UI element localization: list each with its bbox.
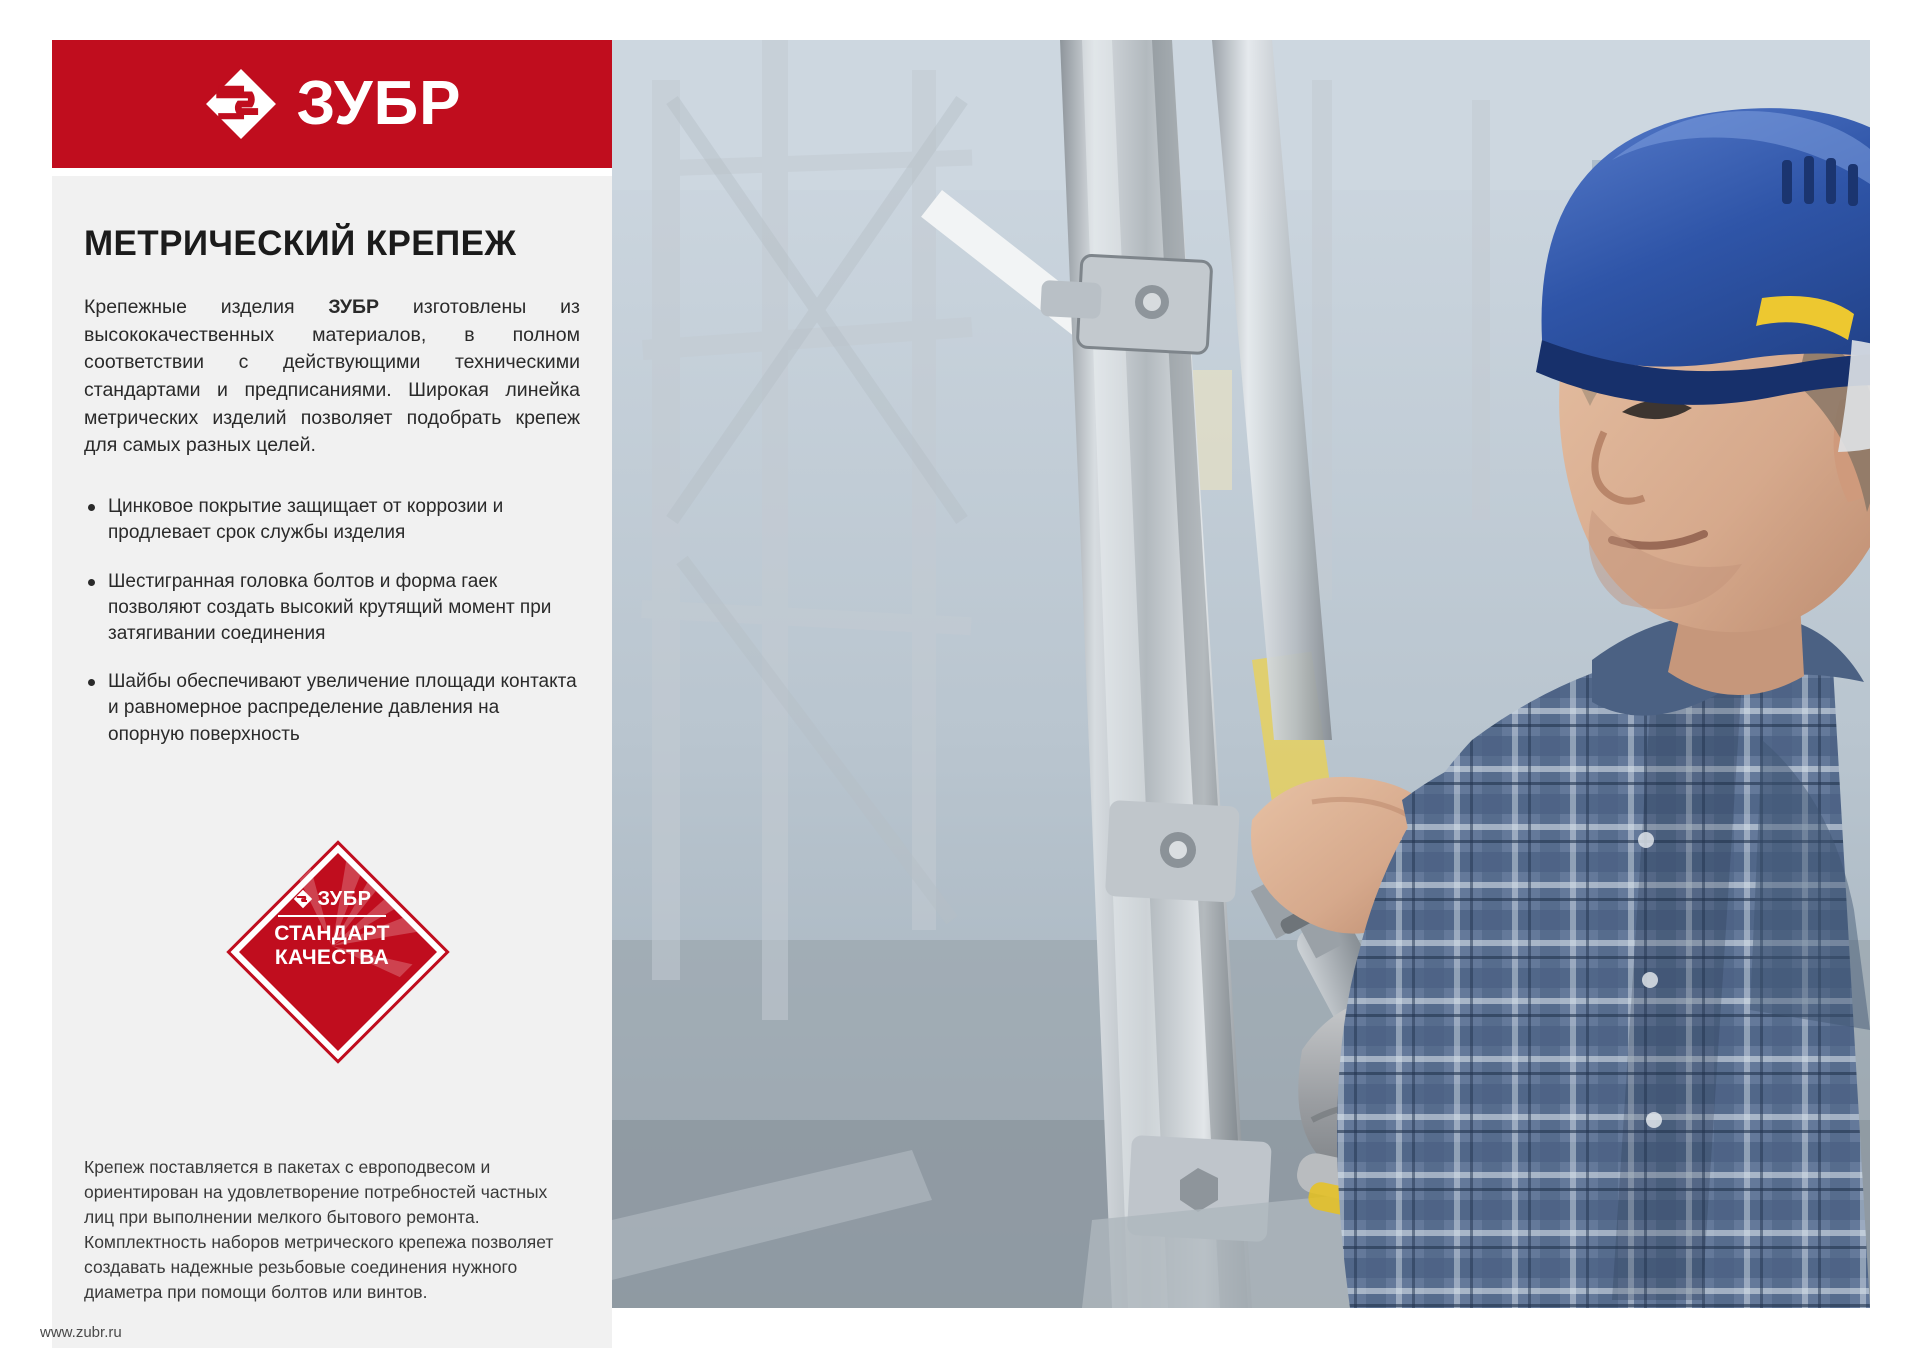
website-url[interactable]: www.zubr.ru <box>40 1324 122 1341</box>
badge-line-1: СТАНДАРТ <box>274 922 390 945</box>
brand-bar <box>52 40 612 168</box>
intro-paragraph <box>84 294 580 460</box>
info-panel <box>52 176 612 1348</box>
page-title: МЕТРИЧЕСКИЙ КРЕПЕЖ <box>84 224 517 263</box>
intro-text-before: Крепежные изделия <box>84 296 329 318</box>
list-item: Шайбы обеспечивают увеличение площади контакта и равномерное распределение давления на опорную поверхность <box>84 669 580 748</box>
list-item: Шестигранная головка болтов и форма гаек позволяют создать высокий крутящий момент при затягивании соединения <box>84 569 580 648</box>
badge-logo-row <box>239 889 425 909</box>
zubr-bison-mark-icon <box>293 889 313 909</box>
badge-line-2: КАЧЕСТВА <box>274 946 390 969</box>
intro-text-after: изготовлены из высококачественных материалов, в полном соответствии с действующими техническими стандартами и предписаниями. Широкая линейка метрических изделий позволяет подобрать крепеж для самых разных целей. <box>84 296 580 457</box>
intro-brand: ЗУБР <box>328 296 380 318</box>
badge-divider <box>278 915 386 917</box>
left-column <box>52 40 612 1310</box>
brand-wordmark: ЗУБР <box>296 69 462 138</box>
feature-list <box>84 494 580 748</box>
badge-brand: ЗУБР <box>317 888 372 910</box>
badge-content <box>239 885 425 1007</box>
product-photo <box>612 40 1870 1308</box>
zubr-bison-mark-icon <box>203 66 279 142</box>
footnote-text: Крепеж поставляется в пакетах с европодвесом и ориентирован на удовлетворение потребностей частных лиц при выполнении мелкого бытового ремонта. Комплектность наборов метрического крепежа позволяет создавать надежные резьбовые соединения нужного диаметра при помощи болтов или винтов. <box>84 1157 554 1302</box>
quality-badge <box>232 846 432 1046</box>
list-item: Цинковое покрытие защищает от коррозии и продлевает срок службы изделия <box>84 494 580 546</box>
